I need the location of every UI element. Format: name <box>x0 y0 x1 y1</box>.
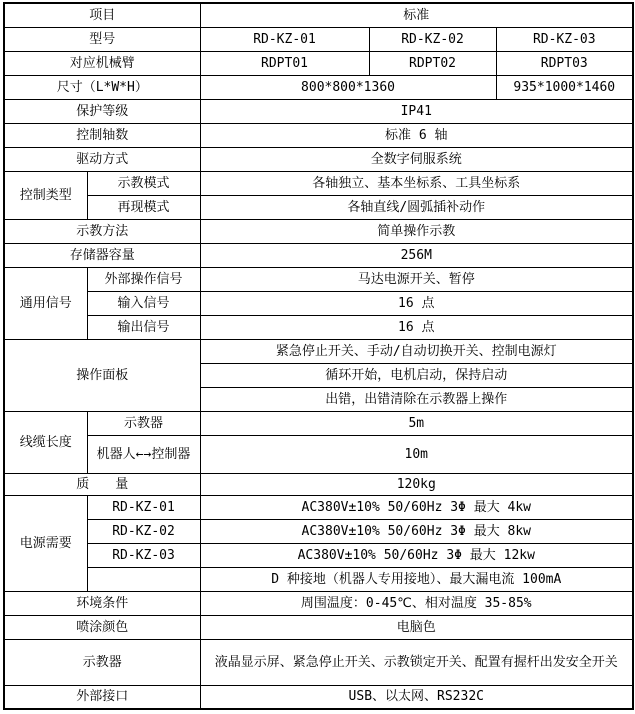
replay-mode-label-cell: 再现模式 <box>87 195 200 219</box>
row-teach-method <box>4 219 633 243</box>
input-signal-value-cell: 16 点 <box>200 291 633 315</box>
power-model-2-value-cell: AC380V±10% 50/60Hz 3Φ 最大 8kw <box>200 519 633 543</box>
panel-value-2-cell: 循环开始，电机启动，保持启动 <box>200 363 633 387</box>
size-value-1-cell: 800*800*1360 <box>200 75 496 99</box>
drive-label-cell: 驱动方式 <box>4 147 200 171</box>
output-signal-label-cell: 输出信号 <box>87 315 200 339</box>
axes-value-cell: 标准 6 轴 <box>200 123 633 147</box>
cable-robot-label-cell: 机器人←→控制器 <box>87 435 200 473</box>
panel-value-3-cell: 出错，出错清除在示教器上操作 <box>200 387 633 411</box>
model-label-cell: 型号 <box>4 27 200 51</box>
teach-method-label-cell: 示教方法 <box>4 219 200 243</box>
row-weight <box>4 473 633 495</box>
row-signals-output <box>4 315 633 339</box>
external-signal-value-cell: 马达电源开关、暂停 <box>200 267 633 291</box>
row-control-type-teach <box>4 171 633 195</box>
row-memory <box>4 243 633 267</box>
row-header <box>4 3 633 27</box>
row-cable-robot <box>4 435 633 473</box>
row-control-type-replay <box>4 195 633 219</box>
model-value-2-cell: RD-KZ-02 <box>369 27 496 51</box>
spec-table <box>3 2 634 710</box>
external-signal-label-cell: 外部操作信号 <box>87 267 200 291</box>
row-cable-pendant <box>4 411 633 435</box>
output-signal-value-cell: 16 点 <box>200 315 633 339</box>
row-environment <box>4 591 633 615</box>
row-power-2 <box>4 519 633 543</box>
environment-label-cell: 环境条件 <box>4 591 200 615</box>
header-value-cell: 标准 <box>200 3 633 27</box>
power-label-cell: 电源需要 <box>4 495 87 591</box>
row-power-3 <box>4 543 633 567</box>
row-model <box>4 27 633 51</box>
arm-value-2-cell: RDPT02 <box>369 51 496 75</box>
panel-value-1-cell: 紧急停止开关、手动/自动切换开关、控制电源灯 <box>200 339 633 363</box>
weight-value-cell: 120kg <box>200 473 633 495</box>
row-size <box>4 75 633 99</box>
row-power-ground <box>4 567 633 591</box>
signals-label-cell: 通用信号 <box>4 267 87 339</box>
arm-label-cell: 对应机械臂 <box>4 51 200 75</box>
power-model-1-value-cell: AC380V±10% 50/60Hz 3Φ 最大 4kw <box>200 495 633 519</box>
protection-value-cell: IP41 <box>200 99 633 123</box>
teach-mode-label-cell: 示教模式 <box>87 171 200 195</box>
power-model-3-label-cell: RD-KZ-03 <box>87 543 200 567</box>
axes-label-cell: 控制轴数 <box>4 123 200 147</box>
size-value-2-cell: 935*1000*1460 <box>496 75 633 99</box>
model-value-3-cell: RD-KZ-03 <box>496 27 633 51</box>
control-type-label-cell: 控制类型 <box>4 171 87 219</box>
model-value-1-cell: RD-KZ-01 <box>200 27 369 51</box>
teach-method-value-cell: 简单操作示教 <box>200 219 633 243</box>
row-protection <box>4 99 633 123</box>
row-drive <box>4 147 633 171</box>
power-model-2-label-cell: RD-KZ-02 <box>87 519 200 543</box>
input-signal-label-cell: 输入信号 <box>87 291 200 315</box>
panel-label-cell: 操作面板 <box>4 339 200 411</box>
paint-color-label-cell: 喷涂颜色 <box>4 615 200 639</box>
row-axes <box>4 123 633 147</box>
drive-value-cell: 全数字伺服系统 <box>200 147 633 171</box>
size-label-cell: 尺寸（L*W*H） <box>4 75 200 99</box>
row-paint-color <box>4 615 633 639</box>
interface-label-cell: 外部接口 <box>4 685 200 709</box>
row-arm <box>4 51 633 75</box>
row-power-1 <box>4 495 633 519</box>
replay-mode-value-cell: 各轴直线/圆弧插补动作 <box>200 195 633 219</box>
power-ground-empty-cell <box>87 567 200 591</box>
cable-label-cell: 线缆长度 <box>4 411 87 473</box>
protection-label-cell: 保护等级 <box>4 99 200 123</box>
memory-value-cell: 256M <box>200 243 633 267</box>
row-signals-external <box>4 267 633 291</box>
interface-value-cell: USB、以太网、RS232C <box>200 685 633 709</box>
power-model-1-label-cell: RD-KZ-01 <box>87 495 200 519</box>
weight-label-cell: 质 量 <box>4 473 200 495</box>
cable-pendant-label-cell: 示教器 <box>87 411 200 435</box>
cable-pendant-value-cell: 5m <box>200 411 633 435</box>
paint-color-value-cell: 电脑色 <box>200 615 633 639</box>
row-interface <box>4 685 633 709</box>
power-model-3-value-cell: AC380V±10% 50/60Hz 3Φ 最大 12kw <box>200 543 633 567</box>
row-pendant <box>4 639 633 685</box>
arm-value-3-cell: RDPT03 <box>496 51 633 75</box>
arm-value-1-cell: RDPT01 <box>200 51 369 75</box>
memory-label-cell: 存储器容量 <box>4 243 200 267</box>
power-ground-value-cell: D 种接地（机器人专用接地）、最大漏电流 100mA <box>200 567 633 591</box>
teach-mode-value-cell: 各轴独立、基本坐标系、工具坐标系 <box>200 171 633 195</box>
pendant-value-cell: 液晶显示屏、紧急停止开关、示教锁定开关、配置有握杆出发安全开关 <box>200 639 633 685</box>
row-panel-1 <box>4 339 633 363</box>
environment-value-cell: 周围温度：0-45℃、相对温度 35-85% <box>200 591 633 615</box>
header-label-cell: 项目 <box>4 3 200 27</box>
cable-robot-value-cell: 10m <box>200 435 633 473</box>
pendant-label-cell: 示教器 <box>4 639 200 685</box>
row-signals-input <box>4 291 633 315</box>
